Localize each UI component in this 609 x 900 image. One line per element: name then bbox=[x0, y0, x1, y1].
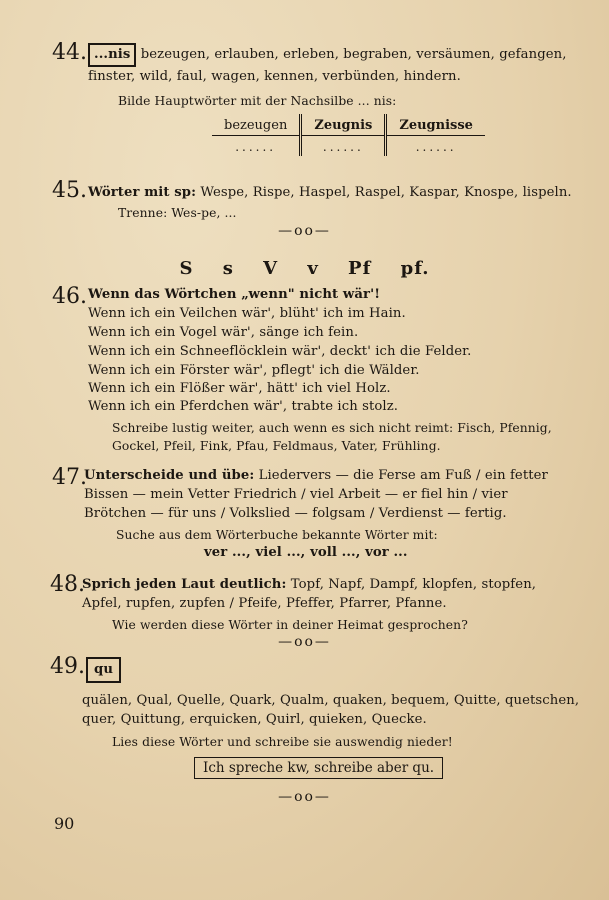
exercise-number: 46. bbox=[52, 284, 87, 309]
letter-heading: S s V v Pf pf. bbox=[179, 258, 430, 279]
suffix-box: ...nis bbox=[88, 43, 136, 67]
page-number: 90 bbox=[54, 814, 75, 833]
poem-line: Wenn ich ein Förster wär', pflegt' ich die Wälder. bbox=[88, 363, 420, 378]
exercise-line bbox=[82, 576, 536, 594]
exercise-heading: Unterscheide und übe: bbox=[84, 468, 255, 483]
task-instruction: Bilde Hauptwörter mit der Nachsilbe ... nis: bbox=[118, 94, 397, 108]
exercise-number: 49. bbox=[50, 654, 85, 679]
exercise-line bbox=[88, 43, 567, 67]
prefix-list: ver ..., viel ..., voll ..., vor ... bbox=[204, 545, 408, 560]
task-instruction: Wie werden diese Wörter in deiner Heimat gesprochen? bbox=[112, 618, 468, 632]
poem-line: Wenn ich ein Veilchen wär', blüht' ich im Hain. bbox=[88, 306, 406, 321]
exercise-number: 47. bbox=[52, 465, 87, 490]
task-instruction: Trenne: Wes-pe, ... bbox=[118, 206, 237, 220]
section-separator: —oo— bbox=[278, 634, 331, 650]
word-list: Wespe, Rispe, Haspel, Raspel, Kaspar, Knospe, lispeln. bbox=[200, 185, 572, 200]
table-header: Zeugnis bbox=[301, 114, 386, 136]
section-separator: —oo— bbox=[278, 223, 331, 239]
table-header: bezeugen bbox=[212, 114, 301, 136]
exercise-number: 48. bbox=[50, 572, 85, 597]
exercise-line bbox=[84, 467, 548, 485]
task-instruction: Lies diese Wörter und schreibe sie auswendig nieder! bbox=[112, 735, 453, 749]
exercise-line: finster, wild, faul, wagen, kennen, verbünden, hindern. bbox=[88, 69, 461, 84]
exercise-line bbox=[88, 184, 572, 202]
exercise-number: 44. bbox=[52, 40, 87, 65]
poem-line: Wenn ich ein Flößer wär', hätt' ich viel Holz. bbox=[88, 381, 391, 396]
exercise-line: Apfel, rupfen, zupfen / Pfeife, Pfeffer, Pfarrer, Pfanne. bbox=[82, 596, 447, 611]
exercise-heading: Wörter mit sp: bbox=[88, 185, 197, 200]
exercise-line: Brötchen — für uns / Volkslied — folgsam / Verdienst — fertig. bbox=[84, 506, 507, 521]
exercise-line bbox=[86, 657, 121, 683]
exercise-line: Bissen — mein Vetter Friedrich / viel Arbeit — er fiel hin / vier bbox=[84, 487, 508, 502]
table-cell: ...... bbox=[415, 140, 457, 154]
word-list: quer, Quittung, erquicken, Quirl, quieken, Quecke. bbox=[82, 712, 427, 727]
table-header: Zeugnisse bbox=[386, 114, 485, 136]
exercise-heading: Sprich jeden Laut deutlich: bbox=[82, 577, 287, 592]
suffix-table bbox=[212, 114, 485, 156]
word-pairs: Liedervers — die Ferse am Fuß / ein fetter bbox=[258, 468, 548, 483]
exercise-number: 45. bbox=[52, 178, 87, 203]
task-instruction: Gockel, Pfeil, Fink, Pfau, Feldmaus, Vater, Frühling. bbox=[112, 439, 441, 453]
poem-line: Wenn ich ein Pferdchen wär', trabte ich stolz. bbox=[88, 399, 399, 414]
word-list: quälen, Qual, Quelle, Quark, Qualm, quaken, bequem, Quitte, quetschen, bbox=[82, 693, 580, 708]
task-instruction: Suche aus dem Wörterbuche bekannte Wörter mit: bbox=[116, 528, 438, 542]
letter-box: qu bbox=[86, 657, 121, 683]
word-list: Topf, Napf, Dampf, klopfen, stopfen, bbox=[290, 577, 537, 592]
section-separator: —oo— bbox=[278, 789, 331, 805]
table-cell: ...... bbox=[212, 136, 301, 157]
rule-box: Ich spreche kw, schreibe aber qu. bbox=[194, 757, 443, 779]
table-cell: ...... bbox=[301, 136, 386, 157]
task-instruction: Schreibe lustig weiter, auch wenn es sich nicht reimt: Fisch, Pfennig, bbox=[112, 421, 552, 435]
poem-line: Wenn ich ein Schneeflöcklein wär', deckt' ich die Felder. bbox=[88, 344, 472, 359]
word-list: bezeugen, erlauben, erleben, begraben, versäumen, gefangen, bbox=[140, 47, 567, 62]
poem-title: Wenn das Wörtchen „wenn" nicht wär'! bbox=[88, 287, 381, 302]
poem-line: Wenn ich ein Vogel wär', sänge ich fein. bbox=[88, 325, 359, 340]
